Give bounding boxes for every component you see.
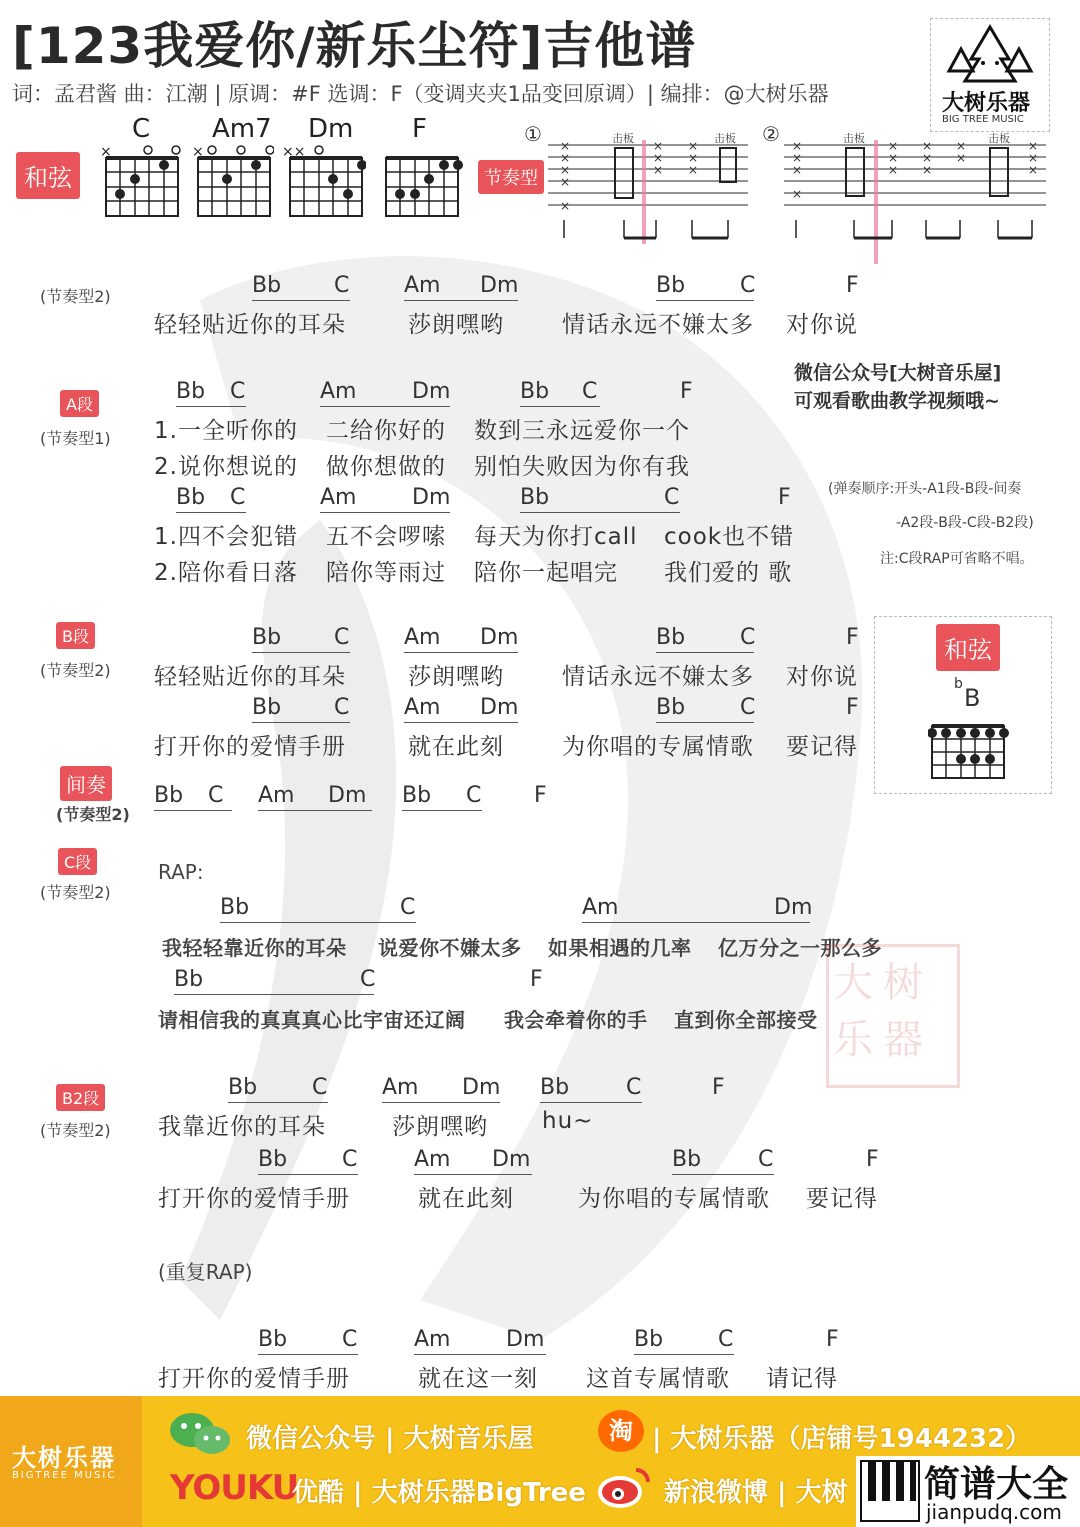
b1-lyric-4: 对你说	[786, 664, 858, 690]
b2r3-chord-bb-c-2: Bb C	[634, 1326, 734, 1355]
svg-text:×: ×	[792, 151, 803, 165]
b1-chord-f: F	[846, 625, 859, 650]
b2r2-chord-f: F	[866, 1147, 879, 1172]
b1-chord-am-dm: Am Dm	[404, 624, 518, 653]
a2-chord-bb-c-2: Bb C	[520, 484, 680, 513]
svg-text:×: ×	[560, 151, 571, 165]
c1-lyric-4: 亿万分之一那么多	[718, 936, 882, 960]
svg-text:×: ×	[653, 151, 664, 165]
svg-text:×: ×	[922, 140, 933, 153]
b2r1-lyric-2: 莎朗嘿哟	[392, 1114, 488, 1140]
c1-chord-am-dm: Am Dm	[582, 894, 810, 923]
b1-chord-bb-c: Bb C	[252, 624, 350, 653]
site-name: 简谱大全	[924, 1464, 1069, 1505]
b2-lyric-3: 为你唱的专属情歌	[562, 734, 754, 760]
repeat-rap-note: (重复RAP)	[158, 1260, 253, 1284]
footer-wechat-link[interactable]: 微信公众号 | 大树音乐屋	[246, 1424, 534, 1454]
b2r3-lyric-3: 这首专属情歌	[586, 1366, 730, 1392]
b2-lyric-2: 就在此刻	[408, 734, 504, 760]
svg-text:×: ×	[1028, 163, 1039, 177]
b1-chord-bb-c-2: Bb C	[656, 624, 754, 653]
chord-diagram-c	[98, 142, 182, 222]
logo-en-text: BIG TREE MUSIC	[942, 114, 1024, 125]
b2-chord-bb-c-2: Bb C	[656, 694, 754, 723]
b2r2-chord-bb-c: Bb C	[258, 1146, 358, 1175]
chord-name-c: C	[132, 114, 151, 144]
interlude-tag: 间奏	[60, 766, 112, 801]
play-order-1: (弹奏顺序:开头-A1段-B段-间奏	[828, 481, 1022, 497]
site-url[interactable]: jianpudq.com	[926, 1500, 1062, 1524]
watermark-stamp: 大树 乐器	[826, 944, 960, 1088]
c2-lyric-3: 直到你全部接受	[674, 1008, 818, 1032]
c2-lyric-1: 请相信我的真真真心比宇宙还辽阔	[158, 1008, 466, 1032]
c2-lyric-2: 我会牵着你的手	[504, 1008, 648, 1032]
side-chord-name: B	[964, 684, 981, 712]
b2r2-lyric-1: 打开你的爱情手册	[158, 1186, 350, 1212]
b2-lyric-4: 要记得	[786, 734, 858, 760]
tree-logo-icon	[931, 19, 1049, 89]
svg-text:×: ×	[888, 140, 899, 153]
interlude-rhythm-label: (节奏型2)	[56, 805, 130, 824]
a1-lyric-1b: 二给你好的	[326, 418, 446, 444]
footer-taobao-link[interactable]: | 大树乐器（店铺号1944232）	[652, 1424, 1032, 1454]
footer-weibo-link[interactable]: 新浪微博 | 大树	[664, 1478, 848, 1508]
b2r2-lyric-3: 为你唱的专属情歌	[578, 1186, 770, 1212]
play-order-2: -A2段-B段-C段-B2段)	[896, 515, 1034, 531]
chords-tag: 和弦	[16, 152, 80, 199]
chord-diagram-am7	[190, 142, 274, 222]
c1-lyric-3: 如果相遇的几率	[548, 936, 692, 960]
svg-text:×: ×	[560, 140, 571, 153]
b2-lyric-1: 打开你的爱情手册	[154, 734, 346, 760]
side-chord-flat: b	[954, 676, 963, 692]
svg-text:×: ×	[956, 151, 967, 165]
b2r3-lyric-1: 打开你的爱情手册	[158, 1366, 350, 1392]
svg-text:×: ×	[100, 144, 112, 160]
intro-lyric-3: 情话永远不嫌太多	[562, 312, 754, 338]
pattern1-number: ①	[524, 122, 542, 146]
wechat-note-1: 微信公众号[大树音乐屋]	[794, 362, 1002, 384]
b2-chord-am-dm: Am Dm	[404, 694, 518, 723]
a1-lyric-1a: 1.一全听你的	[154, 418, 298, 444]
interlude-chord-bb-c-2: Bb C	[402, 782, 482, 811]
b2r1-chord-bb-c: Bb C	[228, 1074, 328, 1103]
chord-name-am7: Am7	[212, 114, 272, 144]
section-b2-tag: B2段	[56, 1084, 105, 1111]
c1-chord-bb-c: Bb C	[220, 894, 416, 923]
footer-youku-link[interactable]: 优酷 | 大树乐器BigTree	[292, 1478, 586, 1508]
b1-lyric-3: 情话永远不嫌太多	[562, 664, 754, 690]
b2r1-lyric-1: 我靠近你的耳朵	[158, 1114, 326, 1140]
b2-chord-f: F	[846, 695, 859, 720]
a2-lyric-1d: cook也不错	[664, 524, 795, 550]
c2-chord-bb-c: Bb C	[174, 966, 374, 995]
a1-chord-am-dm: Am Dm	[320, 378, 450, 407]
svg-text:×: ×	[688, 140, 699, 153]
b2r1-chord-f: F	[712, 1075, 725, 1100]
intro-chord-bb-c-2: Bb C	[656, 272, 754, 301]
page-title: [123我爱你/新乐尘符]吉他谱	[12, 17, 697, 75]
svg-text:×: ×	[653, 140, 664, 153]
b1-lyric-2: 莎朗嘿哟	[408, 664, 504, 690]
section-c-tag: C段	[58, 848, 97, 875]
intro-chord-am-dm: Am Dm	[404, 272, 518, 301]
strike-label-1: 击板	[612, 132, 634, 145]
interlude-chord-bb-c: Bb C	[154, 782, 232, 811]
svg-text:×: ×	[560, 175, 571, 189]
b2r2-lyric-4: 要记得	[806, 1186, 878, 1212]
b2r1-chord-am-dm: Am Dm	[382, 1074, 500, 1103]
section-a-rhythm-label: (节奏型1)	[40, 429, 111, 448]
svg-text:×: ×	[688, 163, 699, 177]
c2-chord-f: F	[530, 967, 543, 992]
a1-lyric-2b: 做你想做的	[326, 454, 446, 480]
a2-lyric-1b: 五不会啰嗦	[326, 524, 446, 550]
a1-lyric-2a: 2.说你想说的	[154, 454, 298, 480]
section-a-tag: A段	[60, 390, 99, 417]
svg-text:×: ×	[792, 187, 803, 201]
intro-lyric-2: 莎朗嘿哟	[408, 312, 504, 338]
svg-text:×: ×	[888, 163, 899, 177]
a1-lyric-1c: 数到三永远爱你一个	[474, 418, 690, 444]
interlude-chord-am-dm: Am Dm	[258, 782, 372, 811]
svg-text:××: ××	[282, 144, 306, 160]
b2r2-chord-bb-c-2: Bb C	[672, 1146, 774, 1175]
strike-label-3: 击板	[843, 132, 865, 145]
b2r1-lyric-3: hu~	[542, 1108, 594, 1134]
svg-text:×: ×	[653, 163, 664, 177]
chord-name-f: F	[412, 114, 427, 144]
strike-label-2: 击板	[714, 132, 736, 145]
c1-lyric-1: 我轻轻靠近你的耳朵	[162, 936, 347, 960]
a2-lyric-2c: 陪你一起唱完	[474, 560, 618, 586]
section-b-tag: B段	[56, 622, 95, 649]
b2r3-chord-bb-c: Bb C	[258, 1326, 358, 1355]
taobao-icon: 淘	[598, 1410, 644, 1452]
a1-chord-bb-c: Bb C	[176, 378, 246, 407]
youku-logo: YOUKU	[170, 1468, 299, 1508]
chord-diagram-dm	[282, 142, 366, 222]
c1-lyric-2: 说爱你不嫌太多	[378, 936, 522, 960]
rhythm-tag: 节奏型	[478, 160, 544, 194]
chord-name-dm: Dm	[308, 114, 354, 144]
pattern2-number: ②	[762, 122, 780, 146]
a2-chord-f: F	[778, 485, 791, 510]
chord-diagram-f	[378, 142, 468, 222]
logo-cn-text: 大树乐器	[942, 91, 1031, 116]
a2-lyric-1c: 每天为你打call	[474, 524, 638, 550]
svg-text:×: ×	[792, 163, 803, 177]
svg-text:×: ×	[922, 163, 933, 177]
intro-rhythm-label: (节奏型2)	[40, 287, 111, 306]
a1-chord-bb-c-2: Bb C	[520, 378, 600, 407]
svg-text:×: ×	[1028, 151, 1039, 165]
intro-chord-f: F	[846, 273, 859, 298]
b2r2-chord-am-dm: Am Dm	[414, 1146, 532, 1175]
svg-text:×: ×	[688, 151, 699, 165]
b2r3-lyric-4: 请记得	[766, 1366, 838, 1392]
rhythm-pattern-2	[784, 140, 1048, 264]
b2r3-lyric-2: 就在这一刻	[418, 1366, 538, 1392]
song-credits: 词：孟君酱 曲：江潮 | 原调：#F 选调：F（变调夹夹1品变回原调）| 编排：@大树乐器	[12, 82, 829, 106]
play-order-note: 注:C段RAP可省略不唱。	[880, 551, 1034, 567]
wechat-icon	[168, 1410, 234, 1460]
wechat-note-2: 可观看歌曲教学视频哦~	[794, 390, 1000, 412]
chord-diagram-bb	[928, 720, 1010, 782]
intro-chord-bb-c: Bb C	[252, 272, 350, 301]
a1-lyric-2c: 别怕失败因为你有我	[474, 454, 690, 480]
a2-lyric-2b: 陪你等雨过	[326, 560, 446, 586]
b2r3-chord-am-dm: Am Dm	[414, 1326, 546, 1355]
interlude-chord-f: F	[534, 783, 547, 808]
intro-lyric-1: 轻轻贴近你的耳朵	[154, 312, 346, 338]
a1-chord-f: F	[680, 379, 693, 404]
a2-lyric-1a: 1.四不会犯错	[154, 524, 298, 550]
svg-text:×: ×	[888, 151, 899, 165]
b2r3-chord-f: F	[826, 1327, 839, 1352]
svg-text:×: ×	[560, 199, 571, 213]
svg-text:×: ×	[192, 144, 204, 160]
b1-lyric-1: 轻轻贴近你的耳朵	[154, 664, 346, 690]
piano-icon	[860, 1460, 920, 1522]
section-b-rhythm-label: (节奏型2)	[40, 661, 111, 680]
svg-text:×: ×	[560, 163, 571, 177]
strike-label-4: 击板	[988, 132, 1010, 145]
rap-label: RAP:	[158, 860, 204, 884]
intro-lyric-4: 对你说	[786, 312, 858, 338]
svg-text:×: ×	[792, 140, 803, 153]
a2-lyric-2d: 我们爱的 歌	[664, 560, 793, 586]
weibo-icon	[596, 1464, 652, 1512]
svg-text:×: ×	[1028, 140, 1039, 153]
b2r2-lyric-2: 就在此刻	[418, 1186, 514, 1212]
footer-brand-cn: 大树乐器	[12, 1444, 116, 1472]
svg-text:×: ×	[922, 151, 933, 165]
rhythm-pattern-1	[548, 140, 750, 244]
svg-text:×: ×	[956, 140, 967, 153]
a2-chord-am-dm: Am Dm	[320, 484, 450, 513]
footer-brand-en: BIGTREE MUSIC	[12, 1470, 117, 1481]
a2-chord-bb-c: Bb C	[176, 484, 246, 513]
b2r1-chord-bb-c-2: Bb C	[540, 1074, 642, 1103]
section-b2-rhythm-label: (节奏型2)	[40, 1121, 111, 1140]
section-c-rhythm-label: (节奏型2)	[40, 883, 111, 902]
b2-chord-bb-c: Bb C	[252, 694, 350, 723]
a2-lyric-2a: 2.陪你看日落	[154, 560, 298, 586]
side-chord-tag: 和弦	[936, 624, 1000, 671]
